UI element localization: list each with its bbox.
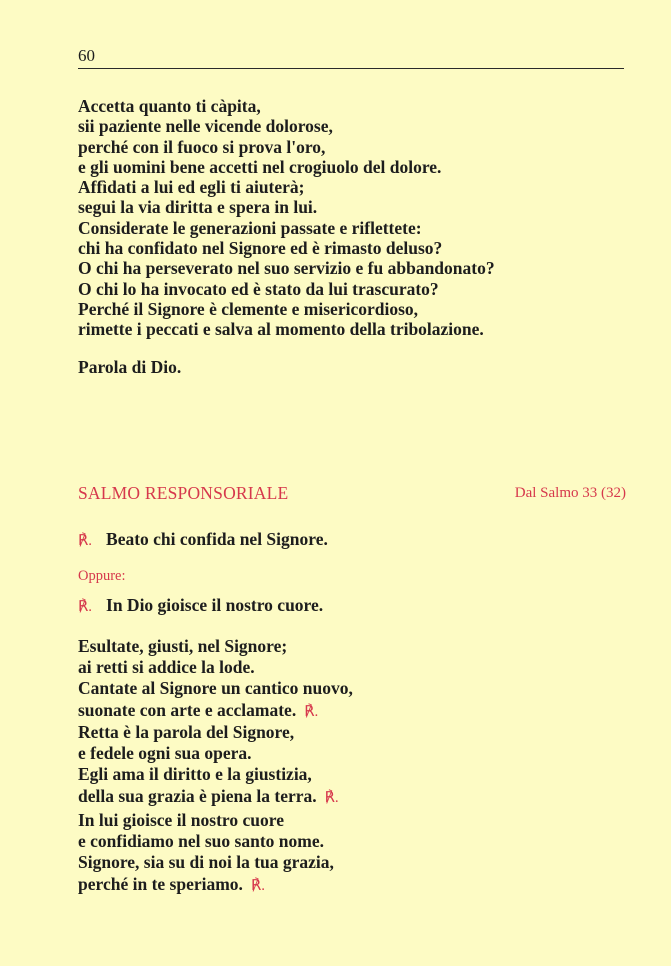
stanza-line: Signore, sia su di noi la tua grazia, [78, 852, 334, 873]
stanza-line [78, 786, 638, 809]
stanza-line: Cantate al Signore un cantico nuovo, [78, 678, 353, 699]
stanza-line [78, 700, 638, 723]
response-symbol: ℟. [324, 789, 339, 806]
reading-line: segui la via diritta e spera in lui. [78, 197, 318, 218]
response-text: In Dio gioisce il nostro cuore. [106, 595, 324, 615]
reading-line: Considerate le generazioni passate e riflettete: [78, 217, 422, 238]
reading-line: rimette i peccati e salva al momento della tribolazione. [78, 319, 484, 340]
psalm-reference: Dal Salmo 33 (32) [514, 485, 626, 501]
psalm-stanza [78, 810, 638, 897]
response-symbol: ℟. [250, 877, 265, 894]
stanza-line: ai retti si addice la lode. [78, 657, 255, 678]
reading-line: Perché il Signore è clemente e misericordioso, [78, 298, 419, 319]
reading-closing: Parola di Dio. [78, 357, 182, 377]
stanza-line: Esultate, giusti, nel Signore; [78, 636, 288, 656]
psalm-stanza [78, 636, 638, 723]
response-symbol: ℟. [78, 599, 93, 615]
reading-line: O chi lo ha invocato ed è stato da lui trascurato? [78, 278, 439, 299]
page-number: 60 [78, 46, 95, 65]
stanza-line-text: suonate con arte e acclamate. [78, 699, 297, 720]
reading-line: O chi ha perseverato nel suo servizio e fu abbandonato? [78, 258, 495, 279]
stanza-line-text: perché in te speriamo. [78, 873, 243, 894]
stanza-line: Egli ama il diritto e la giustizia, [78, 764, 312, 785]
stanza-line: Retta è la parola del Signore, [78, 722, 295, 742]
response-symbol: ℟. [78, 533, 93, 549]
stanza-line: e confidiamo nel suo santo nome. [78, 831, 324, 852]
response-symbol: ℟. [304, 703, 319, 720]
psalm-title: SALMO RESPONSORIALE [78, 483, 289, 503]
response-2 [78, 595, 323, 616]
alternative-label: Oppure: [78, 568, 126, 584]
stanza-line: e fedele ogni sua opera. [78, 743, 252, 764]
reading-line: chi ha confidato nel Signore ed è rimasto deluso? [78, 238, 443, 259]
reading-line: sii paziente nelle vicende dolorose, [78, 116, 333, 137]
stanza-line-text: della sua grazia è piena la terra. [78, 785, 317, 806]
reading-line: e gli uomini bene accetti nel crogiuolo del dolore. [78, 156, 442, 177]
reading-line: perché con il fuoco si prova l'oro, [78, 136, 326, 157]
reading-line: Affìdati a lui ed egli ti aiuterà; [78, 177, 305, 198]
response-1 [78, 529, 328, 550]
stanza-line [78, 874, 638, 897]
psalm-stanza [78, 722, 638, 809]
header-rule [78, 68, 624, 69]
reading-line: Accetta quanto ti càpita, [78, 96, 261, 116]
response-text: Beato chi confida nel Signore. [106, 529, 328, 549]
stanza-line: In lui gioisce il nostro cuore [78, 810, 284, 830]
reading-text [78, 96, 638, 340]
